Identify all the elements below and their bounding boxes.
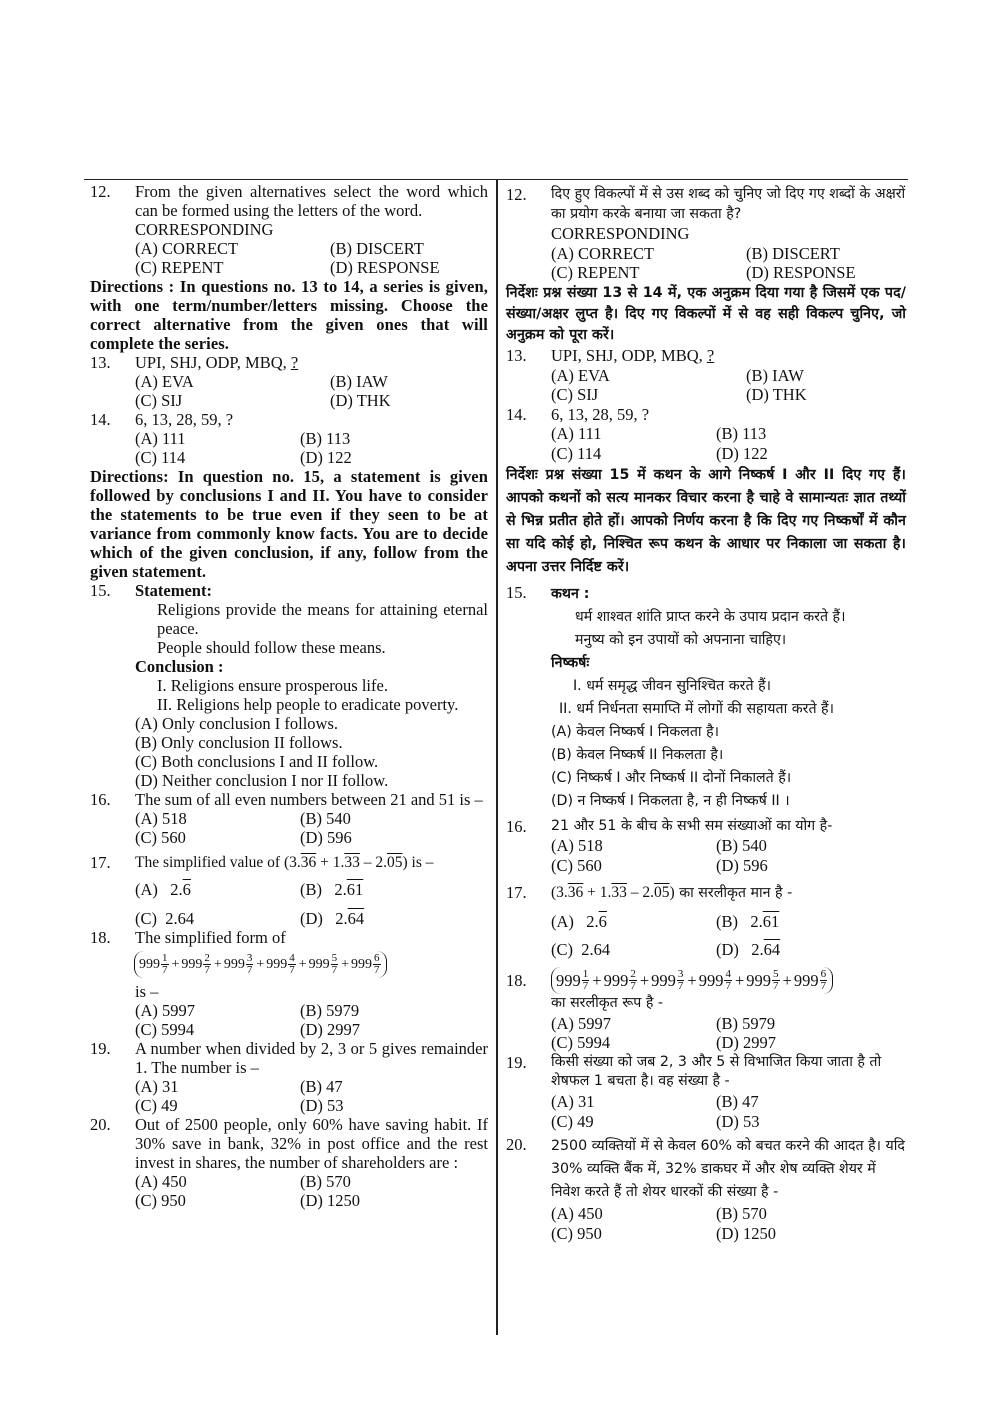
whole-part: 999 xyxy=(139,957,160,972)
question-number: 14. xyxy=(90,410,111,429)
conclusion-label: Conclusion : xyxy=(135,657,224,676)
option-a: (A) EVA xyxy=(551,365,610,385)
expr-part: ) xyxy=(669,884,675,902)
option-d: (D) THK xyxy=(330,391,391,410)
options xyxy=(135,239,488,277)
option-c: (C) 5994 xyxy=(551,1033,611,1053)
option-b: (B) 113 xyxy=(716,424,767,444)
fraction xyxy=(820,969,828,992)
options xyxy=(551,912,906,959)
options xyxy=(135,1172,488,1210)
expr-part: + 1. xyxy=(583,884,612,902)
question-14 xyxy=(506,405,906,464)
question-20 xyxy=(506,1135,906,1243)
whole-part: 999 xyxy=(556,970,581,990)
option-d: (D) Neither conclusion I nor II follow. xyxy=(135,771,389,790)
question-number: 16. xyxy=(90,790,111,809)
question-16 xyxy=(506,817,906,876)
denominator: 7 xyxy=(820,980,827,993)
english-column xyxy=(90,182,488,1210)
option-int: 2. xyxy=(586,911,599,931)
option-a: (A) 111 xyxy=(551,424,602,444)
denominator: 7 xyxy=(582,980,589,993)
expr-part: ) xyxy=(402,854,408,871)
given-word: CORRESPONDING xyxy=(135,220,274,239)
option-rep: 64 xyxy=(763,939,781,959)
option-c: (C) 560 xyxy=(135,828,186,847)
option-d: (D) 1250 xyxy=(716,1223,777,1243)
option-a: (A) 31 xyxy=(135,1077,179,1096)
plus-sign: + xyxy=(687,970,697,990)
plus-sign: + xyxy=(171,957,180,972)
denominator: 7 xyxy=(773,980,779,993)
options xyxy=(551,1014,906,1053)
option-d: (D) 122 xyxy=(300,448,352,467)
directions-13-14: निर्देशः प्रश्न संख्या 13 से 14 में, एक अनुक्रम दिया गया है जिसमें एक पद/संख्या/अक्षर लुप्त है। दिए गए विकल्पों में से वह सही विकल्प चुनिए, जो अनुक्रम को पूरा करें। xyxy=(506,284,906,343)
whole-part: 999 xyxy=(793,970,819,990)
question-number: 18. xyxy=(90,928,111,947)
option-label: (A) xyxy=(551,911,574,931)
question-suffix: is – xyxy=(407,854,434,871)
option-value: 2.64 xyxy=(581,939,611,959)
question-number: 13. xyxy=(506,345,527,365)
option-b: (B) 47 xyxy=(300,1077,343,1096)
conclusion-label: निष्कर्षः xyxy=(551,654,590,671)
option-d: (D) THK xyxy=(746,385,807,405)
question-text: दिए हुए विकल्पों में से उस शब्द को चुनिए जो दिए गए शब्दों के अक्षरों का प्रयोग करके बनाया जा सकता है? xyxy=(551,186,906,222)
option-d: (D) 2997 xyxy=(716,1033,777,1053)
plus-sign: + xyxy=(592,970,602,990)
numerator: 6 xyxy=(374,952,380,964)
question-number: 18. xyxy=(506,970,527,990)
option-int: 2. xyxy=(335,909,348,928)
numerator: 6 xyxy=(820,968,827,981)
question-text: From the given alternatives select the word which can be formed using the letters of the word. xyxy=(135,182,488,220)
conclusion-2: II. धर्म निर्धनता समाप्ति में लोगों की सहायता करते हैं। xyxy=(559,700,834,717)
plus-sign: + xyxy=(298,957,307,972)
option-label: (B) xyxy=(300,880,322,899)
question-18 xyxy=(90,928,488,947)
fraction xyxy=(772,969,780,992)
option-d: (D) 2997 xyxy=(300,1020,361,1039)
question-number: 12. xyxy=(506,185,527,204)
option-c: (C) 560 xyxy=(551,855,602,875)
option-b: (B) 570 xyxy=(716,1204,767,1224)
numerator: 2 xyxy=(204,952,210,964)
option-a: (A) CORRECT xyxy=(135,239,239,258)
option-a: (A) CORRECT xyxy=(551,243,655,263)
expr-part: + 1. xyxy=(316,854,345,871)
option-c: (C) 114 xyxy=(551,443,602,463)
conclusion-1: I. Religions ensure prosperous life. xyxy=(157,676,388,695)
fraction xyxy=(724,969,732,992)
question-number: 20. xyxy=(90,1115,111,1134)
options xyxy=(135,809,488,847)
denominator: 7 xyxy=(630,980,636,993)
question-text: The sum of all even numbers between 21 and 51 is – xyxy=(135,790,483,809)
directions-13-14: Directions : In questions no. 13 to 14, a series is given, with one term/number/letters missing. Choose the correct alternative from the given ones that will complete the series. xyxy=(90,277,488,353)
options xyxy=(551,1204,906,1243)
option-label: (C) xyxy=(135,909,157,928)
question-13 xyxy=(90,353,488,410)
statement-label: Statement: xyxy=(135,581,212,600)
column-divider xyxy=(496,179,498,1335)
option-int: 2. xyxy=(334,880,347,899)
option-a: (A) केवल निष्कर्ष I निकलता है। xyxy=(551,723,720,740)
question-18-cont xyxy=(506,994,906,1053)
options xyxy=(135,429,488,467)
option-b: (B) 540 xyxy=(300,809,351,828)
whole-part: 999 xyxy=(651,970,676,990)
option-a: (A) 31 xyxy=(551,1092,595,1112)
option-b: (B) 47 xyxy=(716,1092,759,1112)
plus-sign: + xyxy=(341,957,350,972)
option-label: (C) xyxy=(551,939,573,959)
plus-sign: + xyxy=(213,957,222,972)
question-15 xyxy=(90,581,488,790)
option-b: (B) केवल निष्कर्ष II निकलता है। xyxy=(551,746,724,763)
expression-17 xyxy=(551,884,675,901)
option-d: (D) RESPONSE xyxy=(746,263,856,283)
series-text: UPI, SHJ, ODP, MBQ, xyxy=(135,353,291,372)
numerator: 4 xyxy=(289,952,295,964)
expression-18 xyxy=(551,967,833,994)
question-number: 15. xyxy=(90,581,111,600)
option-int: 2. xyxy=(750,911,763,931)
expr-part: 33 xyxy=(344,854,360,871)
options xyxy=(551,424,906,463)
expr-part: (3. xyxy=(283,854,301,871)
question-18 xyxy=(506,967,906,994)
series-text: UPI, SHJ, ODP, MBQ, xyxy=(551,345,707,365)
question-text: The simplified form of xyxy=(135,928,286,947)
option-c: (C) 950 xyxy=(135,1191,186,1210)
statement-label: कथन : xyxy=(551,585,590,602)
numerator: 1 xyxy=(582,968,589,981)
whole-part: 999 xyxy=(698,970,724,990)
numerator: 3 xyxy=(677,968,684,981)
option-label: (D) xyxy=(716,939,739,959)
statement-1: धर्म शाश्वत शांति प्राप्त करने के उपाय प्रदान करते हैं। xyxy=(575,608,846,625)
question-number: 14. xyxy=(506,404,527,424)
option-d: (D) 53 xyxy=(716,1111,760,1131)
whole-part: 999 xyxy=(181,957,203,972)
options xyxy=(135,1077,488,1115)
option-c xyxy=(551,940,716,960)
option-c: (C) 114 xyxy=(135,448,186,467)
option-b: (B) IAW xyxy=(330,372,388,391)
denominator: 7 xyxy=(289,964,295,976)
question-17 xyxy=(506,883,906,959)
question-14 xyxy=(90,410,488,467)
expr-part: (3. xyxy=(551,884,568,902)
option-b: (B) 570 xyxy=(300,1172,351,1191)
question-number: 20. xyxy=(506,1135,527,1155)
option-a xyxy=(551,912,716,932)
question-text xyxy=(135,853,488,872)
options xyxy=(551,244,906,283)
option-d xyxy=(716,940,906,960)
question-text: Out of 2500 people, only 60% have saving habit. If 30% save in bank, 32% in post office and the rest invest in shares, the number of shareholders are : xyxy=(135,1115,488,1172)
expression-17 xyxy=(284,854,408,871)
numerator: 2 xyxy=(630,968,636,981)
conclusion-1: I. धर्म समृद्ध जीवन सुनिश्चित करते हैं। xyxy=(573,677,771,694)
whole-part: 999 xyxy=(351,957,373,972)
option-rep: 6 xyxy=(182,880,191,899)
option-b: (B) DISCERT xyxy=(330,239,424,258)
option-a: (A) 450 xyxy=(551,1204,603,1224)
option-b: (B) DISCERT xyxy=(746,243,840,263)
option-c xyxy=(135,909,300,928)
option-c: (C) SIJ xyxy=(135,391,183,410)
option-a: (A) 5997 xyxy=(135,1001,196,1020)
option-b: (B) 113 xyxy=(300,429,351,448)
option-d: (D) 596 xyxy=(716,855,768,875)
expr-part: 05 xyxy=(654,884,670,902)
options xyxy=(135,880,488,928)
fraction xyxy=(331,953,339,976)
option-d: (D) 53 xyxy=(300,1096,344,1115)
plus-sign: + xyxy=(256,957,265,972)
fraction xyxy=(246,953,254,976)
option-a: (A) EVA xyxy=(135,372,194,391)
question-text xyxy=(551,883,906,904)
question-number: 12. xyxy=(90,182,111,201)
option-b xyxy=(300,880,488,899)
expr-part: – 2. xyxy=(359,854,387,871)
question-text xyxy=(551,346,906,366)
numerator: 3 xyxy=(246,952,253,964)
option-c: (C) 5994 xyxy=(135,1020,195,1039)
question-suffix: is – xyxy=(135,982,159,1001)
whole-part: 999 xyxy=(266,957,288,972)
question-prefix: The simplified value of xyxy=(135,854,284,871)
question-18-cont xyxy=(90,982,488,1039)
given-word: CORRESPONDING xyxy=(551,224,690,244)
question-text: 2500 व्यक्तियों में से केवल 60% को बचत करने की आदत है। यदि 30% व्यक्ति बैंक में, 32% डाकघर में और शेष व्यक्ति शेयर में निवेश करते हैं तो शेयर धारकों की संख्या है - xyxy=(551,1138,905,1201)
question-13 xyxy=(506,346,906,405)
question-text: 6, 13, 28, 59, ? xyxy=(551,404,650,424)
denominator: 7 xyxy=(331,964,338,976)
option-d: (D) RESPONSE xyxy=(330,258,440,277)
expr-part: – 2. xyxy=(626,884,655,902)
option-a: (A) 5997 xyxy=(551,1013,612,1033)
fraction xyxy=(288,953,296,976)
statement-2: मनुष्य को इन उपायों को अपनाना चाहिए। xyxy=(575,631,787,648)
option-c: (C) 950 xyxy=(551,1223,602,1243)
fraction xyxy=(161,953,169,976)
directions-15: Directions: In question no. 15, a statement is given followed by conclusions I and II. You have to consider the statements to be true even if they seen to be at variance from commonly know facts. You are to decide which of the given conclusion, if any, follow from the given statement. xyxy=(90,467,488,581)
question-text: 21 और 51 के बीच के सभी सम संख्याओं का योग है- xyxy=(551,817,833,834)
series-blank: ? xyxy=(706,345,715,365)
series-blank: ? xyxy=(290,353,299,372)
fraction xyxy=(203,953,211,976)
expr-part: 33 xyxy=(611,884,627,902)
option-c: (C) Both conclusions I and II follow. xyxy=(135,752,379,771)
numerator: 4 xyxy=(725,968,731,981)
options xyxy=(551,366,906,405)
question-16 xyxy=(90,790,488,847)
question-number: 15. xyxy=(506,582,527,602)
option-rep: 61 xyxy=(346,880,364,899)
question-number: 17. xyxy=(506,883,527,903)
numerator: 1 xyxy=(162,952,168,964)
option-int: 2. xyxy=(751,939,764,959)
option-d: (D) 596 xyxy=(300,828,352,847)
question-text: A number when divided by 2, 3 or 5 gives remainder 1. The number is – xyxy=(135,1039,488,1077)
option-value: 2.64 xyxy=(165,909,195,928)
numerator: 5 xyxy=(331,952,338,964)
option-a: (A) 111 xyxy=(135,429,186,448)
option-d: (D) न निष्कर्ष I निकलता है, न ही निष्कर्ष II । xyxy=(551,792,790,809)
question-12 xyxy=(506,185,906,283)
plus-sign: + xyxy=(734,970,745,990)
plus-sign: + xyxy=(639,970,650,990)
question-text: 6, 13, 28, 59, ? xyxy=(135,410,234,429)
question-number: 19. xyxy=(90,1039,111,1058)
denominator: 7 xyxy=(246,964,253,976)
question-19 xyxy=(506,1053,906,1131)
option-c: (C) 49 xyxy=(551,1111,594,1131)
option-rep: 61 xyxy=(762,911,780,931)
question-15 xyxy=(506,583,906,813)
option-rep: 6 xyxy=(598,911,607,931)
statement-1: Religions provide the means for attaining eternal peace. xyxy=(157,600,488,638)
option-b xyxy=(716,912,906,932)
question-number: 17. xyxy=(90,853,111,872)
question-suffix: का सरलीकृत मान है - xyxy=(674,885,793,902)
directions-15: निर्देशः प्रश्न संख्या 15 में कथन के आगे निष्कर्ष I और II दिए गए हैं। आपको कथनों को सत्य मानकर विचार करना है चाहे वे सामान्यतः ज्ञात तथ्यों से भिन्न प्रतीत होते हों। आपको निर्णय करना है कि दिए गए निष्कर्षों में कौन सा यदि कोई हो, निश्चित रूप कथन के आधार पर निकाला जा सकता है। अपना उत्तर निर्दिष्ट करें। xyxy=(506,466,906,575)
hindi-column xyxy=(506,185,906,1243)
denominator: 7 xyxy=(725,980,731,993)
option-int: 2. xyxy=(170,880,183,899)
option-a: (A) 450 xyxy=(135,1172,187,1191)
question-number: 19. xyxy=(506,1052,527,1072)
fraction xyxy=(582,969,590,992)
expr-part: 05 xyxy=(386,854,403,871)
option-b: (B) Only conclusion II follows. xyxy=(135,733,343,752)
options xyxy=(551,836,906,875)
whole-part: 999 xyxy=(603,970,629,990)
option-c: (C) REPENT xyxy=(135,258,224,277)
option-d: (D) 122 xyxy=(716,443,768,463)
denominator: 7 xyxy=(374,964,380,976)
denominator: 7 xyxy=(204,964,210,976)
numerator: 5 xyxy=(773,968,779,981)
option-a: (A) 518 xyxy=(135,809,187,828)
expr-part: 36 xyxy=(300,854,317,871)
denominator: 7 xyxy=(677,980,684,993)
conclusion-2: II. Religions help people to eradicate poverty. xyxy=(157,695,459,714)
option-d xyxy=(300,909,488,928)
fraction xyxy=(677,969,685,992)
whole-part: 999 xyxy=(223,957,245,972)
option-c: (C) निष्कर्ष I और निष्कर्ष II दोनों निकालते हैं। xyxy=(551,769,792,786)
question-suffix: का सरलीकृत रूप है - xyxy=(551,995,664,1012)
option-d: (D) 1250 xyxy=(300,1191,361,1210)
option-c: (C) SIJ xyxy=(551,385,599,405)
denominator: 7 xyxy=(162,964,168,976)
question-number: 16. xyxy=(506,816,527,836)
option-label: (D) xyxy=(300,909,323,928)
fraction xyxy=(629,969,637,992)
question-12 xyxy=(90,182,488,277)
option-label: (B) xyxy=(716,911,738,931)
whole-part: 999 xyxy=(308,957,330,972)
question-20 xyxy=(90,1115,488,1210)
options xyxy=(135,1001,488,1039)
question-19 xyxy=(90,1039,488,1115)
option-b: (B) IAW xyxy=(746,365,804,385)
option-label: (A) xyxy=(135,880,158,899)
option-c: (C) 49 xyxy=(135,1096,178,1115)
option-rep: 64 xyxy=(347,909,365,928)
option-a xyxy=(135,880,300,899)
option-a: (A) 518 xyxy=(551,836,603,856)
expr-part: 36 xyxy=(567,884,584,902)
question-text: किसी संख्या को जब 2, 3 और 5 से विभाजित किया जाता है तो शेषफल 1 बचता है। वह संख्या है - xyxy=(551,1053,882,1090)
option-a: (A) Only conclusion I follows. xyxy=(135,714,339,733)
fraction xyxy=(373,953,381,976)
plus-sign: + xyxy=(782,970,792,990)
option-b: (B) 540 xyxy=(716,836,767,856)
statement-2: People should follow these means. xyxy=(157,638,386,657)
question-text xyxy=(135,353,488,372)
question-17 xyxy=(90,853,488,928)
question-number: 13. xyxy=(90,353,111,372)
expression-18 xyxy=(134,951,387,978)
options xyxy=(135,372,488,410)
options xyxy=(551,1092,906,1131)
option-c: (C) REPENT xyxy=(551,263,640,283)
option-b: (B) 5979 xyxy=(716,1013,776,1033)
option-b: (B) 5979 xyxy=(300,1001,360,1020)
whole-part: 999 xyxy=(746,970,771,990)
